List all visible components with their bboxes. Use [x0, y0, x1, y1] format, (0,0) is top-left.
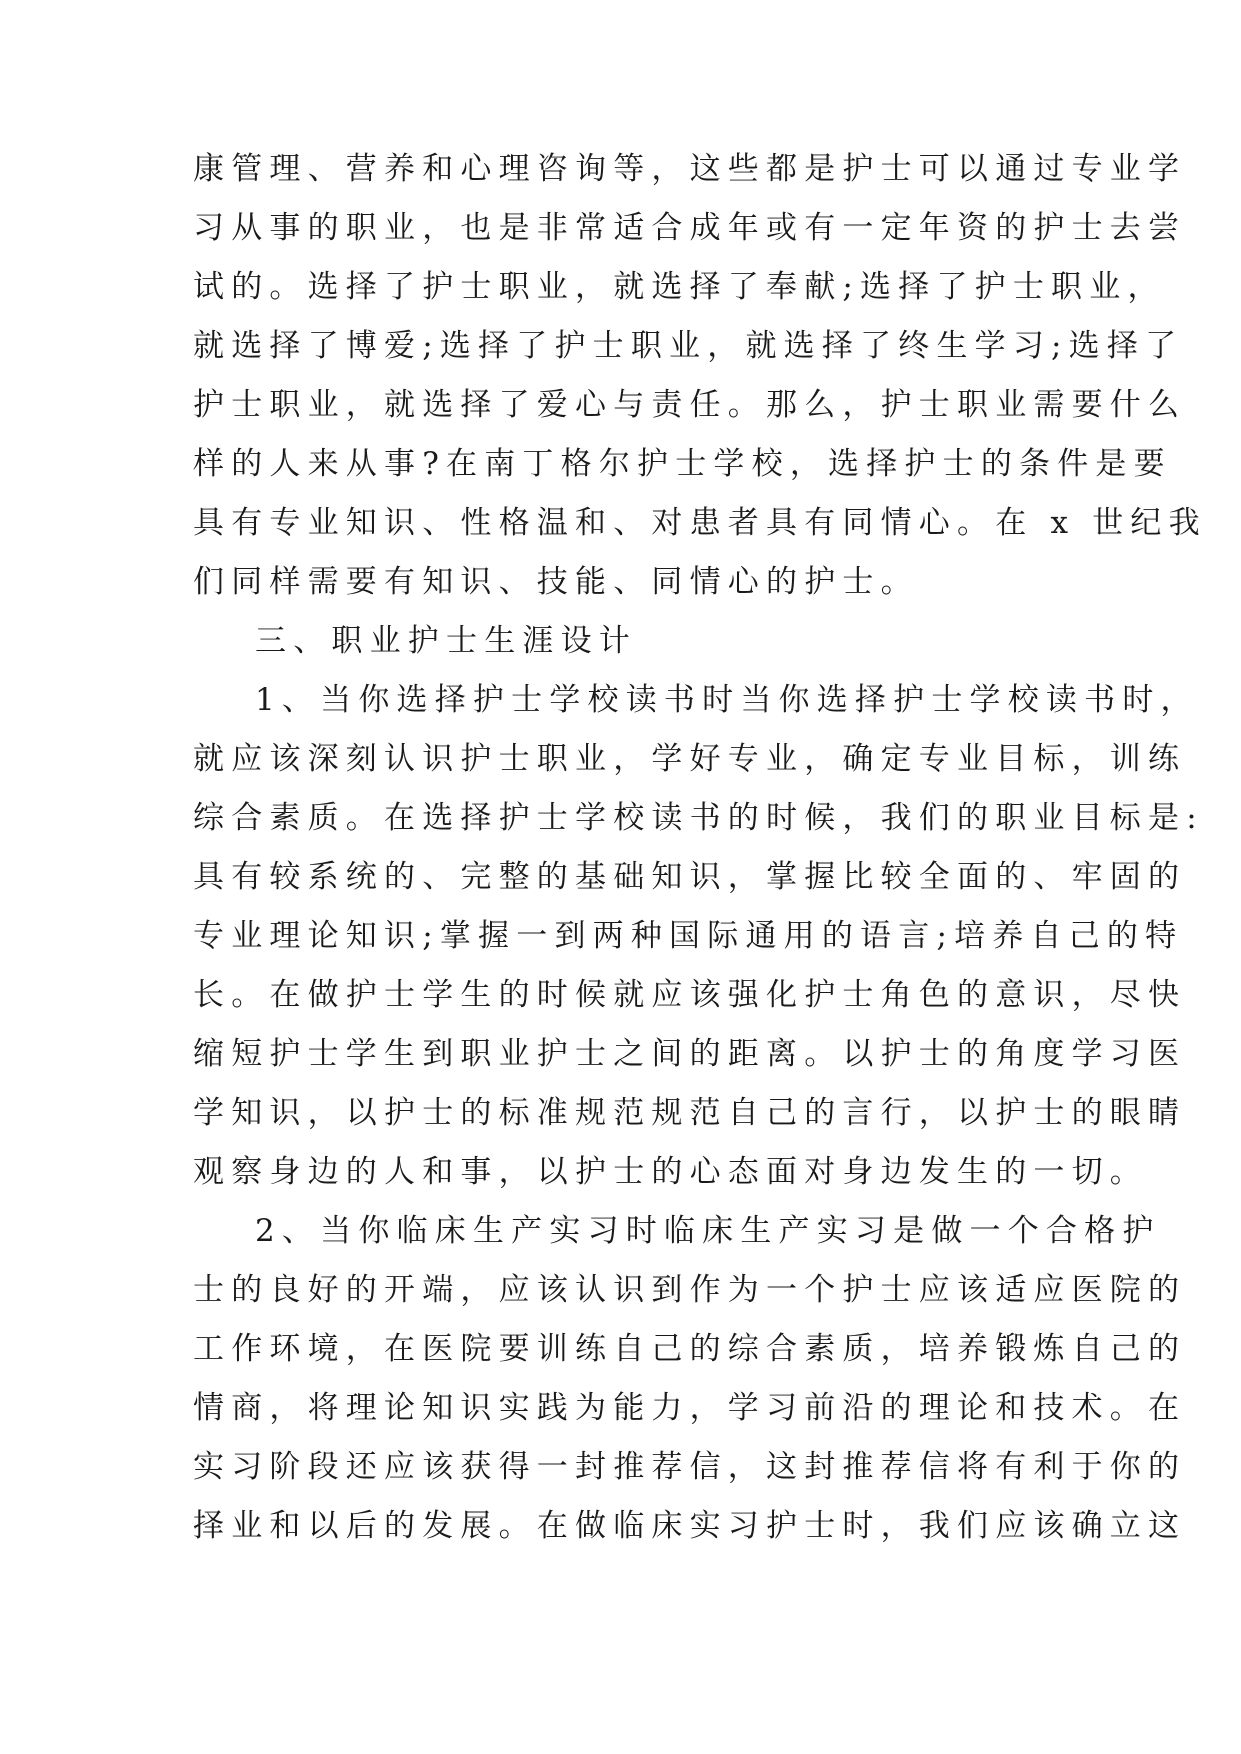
text-line: 综合素质。在选择护士学校读书的时候，我们的职业目标是: — [193, 800, 1204, 836]
text-line: 护士职业，就选择了爱心与责任。那么，护士职业需要什么 — [193, 387, 1187, 423]
text-line: 择业和以后的发展。在做临床实习护士时，我们应该确立这 — [193, 1508, 1187, 1544]
text-line: 就选择了博爱;选择了护士职业，就选择了终生学习;选择了 — [193, 328, 1184, 364]
text-line: 长。在做护士学生的时候就应该强化护士角色的意识，尽快 — [193, 977, 1187, 1013]
text-line: 观察身边的人和事，以护士的心态面对身边发生的一切。 — [193, 1154, 1148, 1190]
text-line: 们同样需要有知识、技能、同情心的护士。 — [193, 564, 919, 600]
text-line: 专业理论知识;掌握一到两种国际通用的语言;培养自己的特 — [193, 918, 1184, 954]
text-line: 学知识，以护士的标准规范规范自己的言行，以护士的眼睛 — [193, 1095, 1187, 1131]
text-line: 具有专业知识、性格温和、对患者具有同情心。在 x 世纪我 — [193, 505, 1207, 541]
text-line: 具有较系统的、完整的基础知识，掌握比较全面的、牢固的 — [193, 859, 1187, 895]
text-line: 就应该深刻认识护士职业，学好专业，确定专业目标，训练 — [193, 741, 1187, 777]
paragraph-start: 2、当你临床生产实习时临床生产实习是做一个合格护 — [255, 1213, 1161, 1249]
text-line: 士的良好的开端，应该认识到作为一个护士应该适应医院的 — [193, 1272, 1187, 1308]
text-line: 工作环境，在医院要训练自己的综合素质，培养锻炼自己的 — [193, 1331, 1187, 1367]
section-heading: 三、职业护士生涯设计 — [255, 623, 637, 659]
text-line: 试的。选择了护士职业，就选择了奉献;选择了护士职业， — [193, 269, 1166, 305]
document-body — [193, 140, 1207, 1556]
text-line: 康管理、营养和心理咨询等，这些都是护士可以通过专业学 — [193, 151, 1187, 187]
text-line: 样的人来从事?在南丁格尔护士学校，选择护士的条件是要 — [193, 446, 1172, 482]
text-line: 实习阶段还应该获得一封推荐信，这封推荐信将有利于你的 — [193, 1449, 1187, 1485]
paragraph-start: 1、当你选择护士学校读书时当你选择护士学校读书时， — [255, 682, 1199, 718]
text-line: 缩短护士学生到职业护士之间的距离。以护士的角度学习医 — [193, 1036, 1187, 1072]
text-line: 情商，将理论知识实践为能力，学习前沿的理论和技术。在 — [193, 1390, 1187, 1426]
text-line: 习从事的职业，也是非常适合成年或有一定年资的护士去尝 — [193, 210, 1187, 246]
